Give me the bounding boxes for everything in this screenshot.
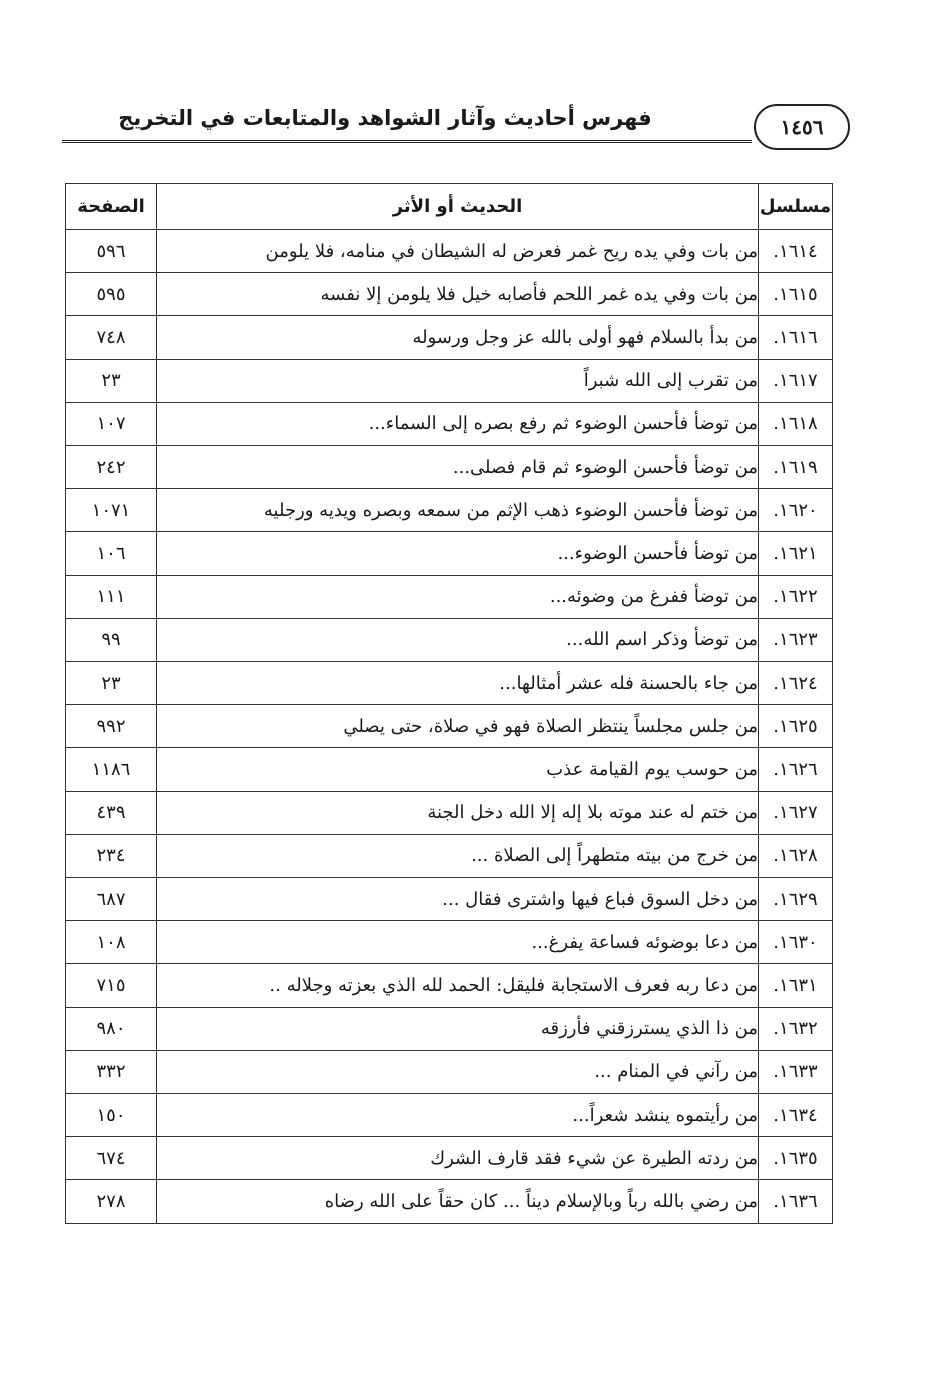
hadith-text-cell: من ذا الذي يسترزقني فأرزقه (157, 1007, 759, 1050)
serial-cell: ١٦٢٥. (759, 705, 833, 748)
serial-cell: ١٦٣١. (759, 964, 833, 1007)
table-row (66, 1180, 833, 1224)
page-ref-cell: ٧٤٨ (66, 316, 157, 359)
serial-cell: ١٦١٥. (759, 273, 833, 316)
hadith-text-cell: من توضأ فأحسن الوضوء ثم قام فصلى... (157, 446, 759, 489)
page-ref-cell: ١٠٦ (66, 532, 157, 575)
column-header-page: الصفحة (66, 184, 157, 230)
page-ref-cell: ٢٧٨ (66, 1180, 157, 1224)
page-ref-cell: ٦٧٤ (66, 1137, 157, 1180)
page-ref-cell: ١٠٨ (66, 921, 157, 964)
page-ref-cell: ٥٩٦ (66, 230, 157, 273)
page-ref-cell: ١٥٠ (66, 1094, 157, 1137)
hadith-text-cell: من دعا بوضوئه فساعة يفرغ... (157, 921, 759, 964)
column-header-serial: مسلسل (759, 184, 833, 230)
table-row (66, 1007, 833, 1050)
page-ref-cell: ١١٨٦ (66, 748, 157, 791)
hadith-text-cell: من حوسب يوم القيامة عذب (157, 748, 759, 791)
table-row (66, 402, 833, 445)
table-row (66, 748, 833, 791)
hadith-text-cell: من جلس مجلساً ينتظر الصلاة فهو في صلاة، حتى يصلي (157, 705, 759, 748)
page-ref-cell: ٢٣ (66, 662, 157, 705)
header-double-rule (62, 140, 752, 143)
table-row (66, 705, 833, 748)
table-row (66, 1050, 833, 1093)
hadith-text-cell: من رآني في المنام ... (157, 1050, 759, 1093)
table-row (66, 575, 833, 618)
hadith-text-cell: من توضأ فأحسن الوضوء... (157, 532, 759, 575)
hadith-text-cell: من رضي بالله رباً وبالإسلام ديناً ... كان حقاً على الله رضاه (157, 1180, 759, 1224)
hadith-text-cell: من ردته الطيرة عن شيء فقد قارف الشرك (157, 1137, 759, 1180)
page-ref-cell: ٩٨٠ (66, 1007, 157, 1050)
serial-cell: ١٦١٤. (759, 230, 833, 273)
serial-cell: ١٦٢٨. (759, 834, 833, 877)
table-row (66, 878, 833, 921)
table-row (66, 921, 833, 964)
table-row (66, 446, 833, 489)
table-row (66, 964, 833, 1007)
serial-cell: ١٦٢٩. (759, 878, 833, 921)
hadith-text-cell: من خرج من بيته متطهراً إلى الصلاة ... (157, 834, 759, 877)
serial-cell: ١٦٢٦. (759, 748, 833, 791)
page-ref-cell: ٥٩٥ (66, 273, 157, 316)
table-row (66, 489, 833, 532)
serial-cell: ١٦٣٤. (759, 1094, 833, 1137)
serial-cell: ١٦٣٣. (759, 1050, 833, 1093)
page-ref-cell: ١٠٧ (66, 402, 157, 445)
serial-cell: ١٦١٦. (759, 316, 833, 359)
table-row (66, 359, 833, 402)
page-ref-cell: ٢٣ (66, 359, 157, 402)
page-ref-cell: ١١١ (66, 575, 157, 618)
table-row (66, 1094, 833, 1137)
hadith-text-cell: من بات وفي يده ريح غمر فعرض له الشيطان في منامه، فلا يلومن (157, 230, 759, 273)
hadith-index-table (65, 183, 833, 1224)
hadith-text-cell: من بدأ بالسلام فهو أولى بالله عز وجل ورسوله (157, 316, 759, 359)
serial-cell: ١٦٢٤. (759, 662, 833, 705)
page-header (60, 100, 850, 160)
table-row (66, 618, 833, 661)
hadith-text-cell: من بات وفي يده غمر اللحم فأصابه خيل فلا يلومن إلا نفسه (157, 273, 759, 316)
page-ref-cell: ١٠٧١ (66, 489, 157, 532)
table-row (66, 662, 833, 705)
page-ref-cell: ٣٣٢ (66, 1050, 157, 1093)
page-ref-cell: ٤٣٩ (66, 791, 157, 834)
hadith-text-cell: من رأيتموه ينشد شعراً... (157, 1094, 759, 1137)
hadith-text-cell: من تقرب إلى الله شبراً (157, 359, 759, 402)
hadith-text-cell: من دخل السوق فباع فيها واشترى فقال ... (157, 878, 759, 921)
page-ref-cell: ٢٤٢ (66, 446, 157, 489)
serial-cell: ١٦٢٢. (759, 575, 833, 618)
serial-cell: ١٦٢١. (759, 532, 833, 575)
table-header-row (66, 184, 833, 230)
page-title: فهرس أحاديث وآثار الشواهد والمتابعات في التخريج (118, 106, 652, 130)
table-row (66, 834, 833, 877)
page-ref-cell: ٢٣٤ (66, 834, 157, 877)
table-row (66, 316, 833, 359)
page-number: ١٤٥٦ (754, 104, 850, 150)
hadith-text-cell: من توضأ فأحسن الوضوء ذهب الإثم من سمعه وبصره ويديه ورجليه (157, 489, 759, 532)
column-header-hadith: الحديث أو الأثر (157, 184, 759, 230)
serial-cell: ١٦٣٦. (759, 1180, 833, 1224)
table-row (66, 230, 833, 273)
page-ref-cell: ٦٨٧ (66, 878, 157, 921)
serial-cell: ١٦٢٣. (759, 618, 833, 661)
page-ref-cell: ٧١٥ (66, 964, 157, 1007)
table-row (66, 273, 833, 316)
hadith-text-cell: من توضأ وذكر اسم الله... (157, 618, 759, 661)
serial-cell: ١٦١٨. (759, 402, 833, 445)
serial-cell: ١٦١٩. (759, 446, 833, 489)
hadith-text-cell: من توضأ فأحسن الوضوء ثم رفع بصره إلى السماء... (157, 402, 759, 445)
serial-cell: ١٦٢٧. (759, 791, 833, 834)
page-ref-cell: ٩٩٢ (66, 705, 157, 748)
serial-cell: ١٦٢٠. (759, 489, 833, 532)
table-row (66, 532, 833, 575)
serial-cell: ١٦١٧. (759, 359, 833, 402)
serial-cell: ١٦٣٠. (759, 921, 833, 964)
hadith-text-cell: من توضأ ففرغ من وضوئه... (157, 575, 759, 618)
hadith-text-cell: من دعا ربه فعرف الاستجابة فليقل: الحمد لله الذي بعزته وجلاله .. (157, 964, 759, 1007)
hadith-text-cell: من ختم له عند موته بلا إله إلا الله دخل الجنة (157, 791, 759, 834)
table-row (66, 1137, 833, 1180)
table-row (66, 791, 833, 834)
hadith-text-cell: من جاء بالحسنة فله عشر أمثالها... (157, 662, 759, 705)
serial-cell: ١٦٣٥. (759, 1137, 833, 1180)
serial-cell: ١٦٣٢. (759, 1007, 833, 1050)
page-ref-cell: ٩٩ (66, 618, 157, 661)
